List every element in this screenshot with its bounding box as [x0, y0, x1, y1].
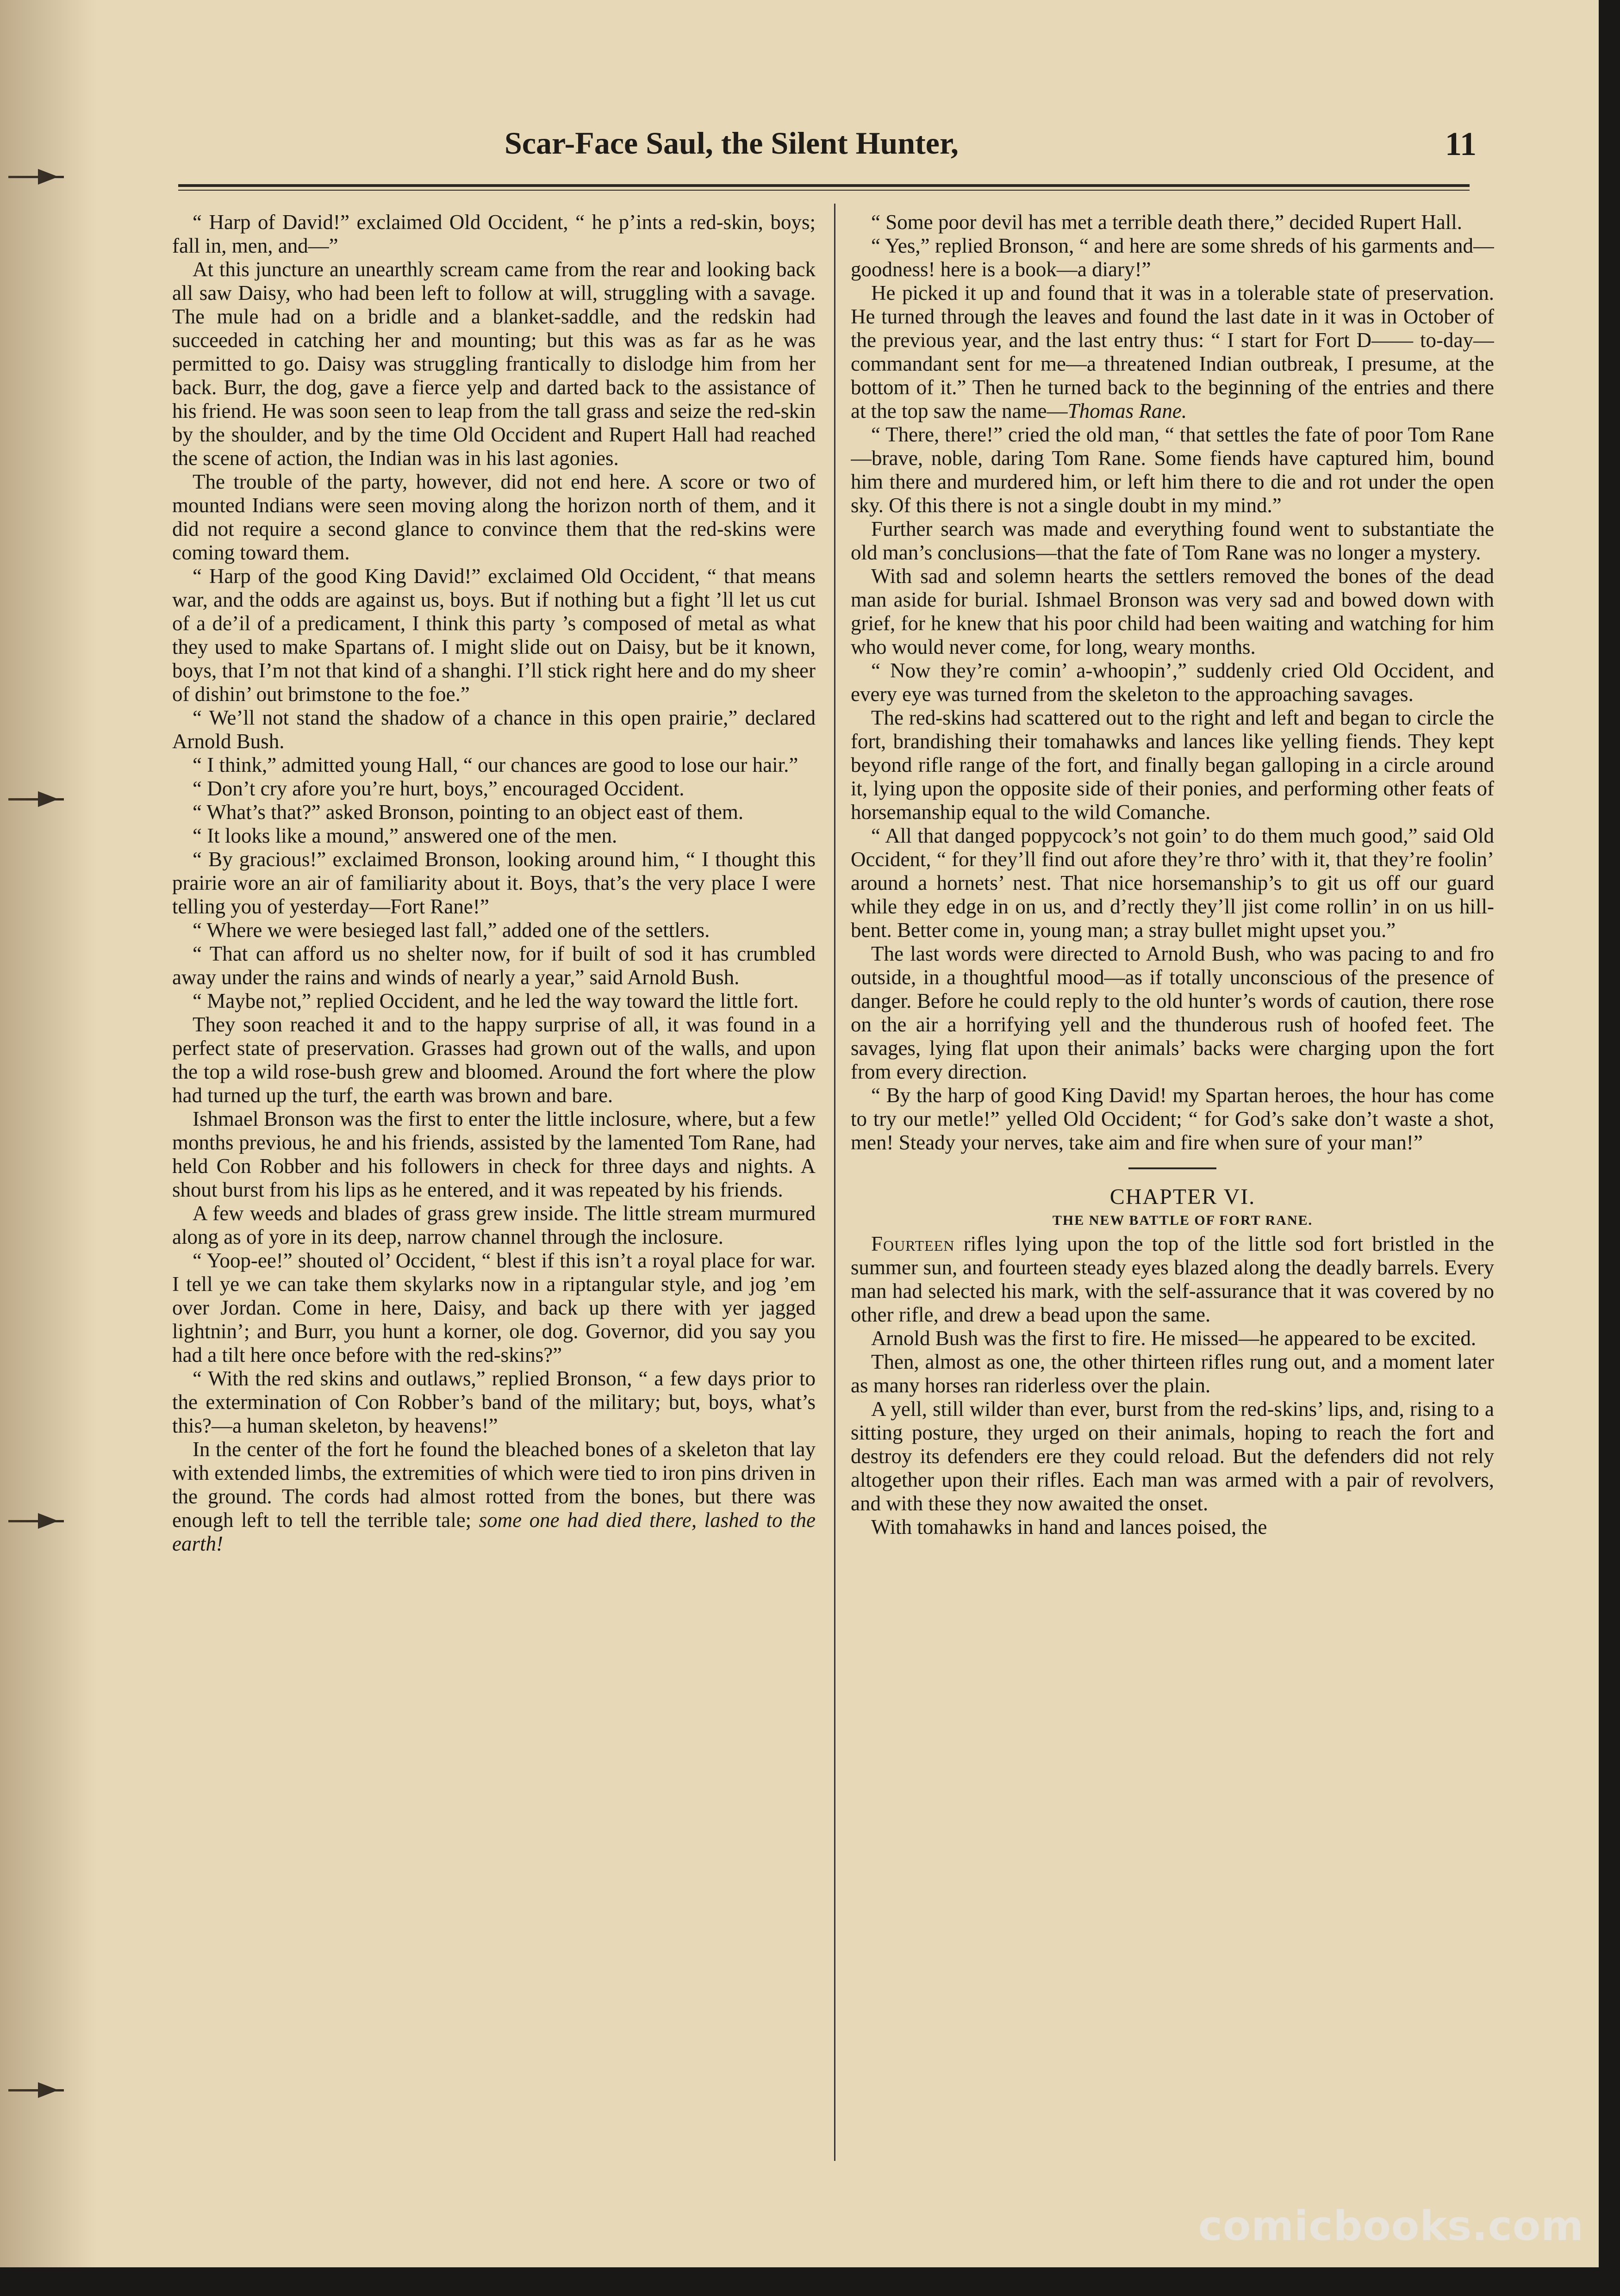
paragraph: “ We’ll not stand the shadow of a chance in this open prairie,” declared Arnold Bush. — [172, 706, 816, 753]
chapter-title: CHAPTER VI. — [1109, 1185, 1256, 1209]
diary-name: Thomas Rane. — [1067, 399, 1187, 422]
paragraph-text: In the center of the fort he found the bleached bones of a skeleton that lay with extended limbs, the extremities of which were tied to iron pins driven in the ground. The cords had almost rotted from the bones, but there was enough left to tell the terrible tale; — [172, 1438, 816, 1532]
watermark: comicbooks.com — [1198, 2202, 1584, 2250]
paragraph: “ By gracious!” exclaimed Bronson, looking around him, “ I thought this prairie wore an air of familiarity about it. Boys, that’s the very place I were telling you of yesterday—Fort Rane!” — [172, 848, 816, 918]
right-column — [851, 211, 1494, 2177]
paragraph-text: rifles lying upon the top of the little sod fort bristled in the summer sun, and fourteen steady eyes blazed along the deadly barrels. Every man had selected his mark, with the self-assurance that it was covered by no other rifle, and drew a bead upon the same. — [851, 1232, 1494, 1326]
paragraph: “ There, there!” cried the old man, “ that settles the fate of poor Tom Rane—brave, noble, daring Tom Rane. Some fiends have captured him, bound him there and murdered him, or left him there to die and rot under the open sky. Of this there is not a single doubt in my mind.” — [851, 423, 1494, 517]
binding-staple-mark — [8, 169, 64, 185]
paragraph: A few weeds and blades of grass grew inside. The little stream murmured along as of yore in its deep, narrow channel through the inclosure. — [172, 1202, 816, 1248]
paragraph-text: He picked it up and found that it was in a tolerable state of preservation. He turned through the leaves and found the last date in it was in October of the previous year, and the last entry thus: “ I start for Fort D—— to-day—commandant sent for me—a threatened Indian outbreak, I presume, at the bottom of it.” Then he turned back to the beginning of the entries and there at the top saw the name— — [851, 281, 1494, 422]
paragraph: With tomahawks in hand and lances poised, the — [871, 1515, 1267, 1539]
paragraph: Arnold Bush was the first to fire. He missed—he appeared to be excited. — [871, 1327, 1477, 1350]
paragraph: “ Now they’re comin’ a-whoopin’,” suddenly cried Old Occident, and every eye was turned from the skeleton to the approaching savages. — [851, 659, 1494, 706]
paragraph: “ All that danged poppycock’s not goin’ to do them much good,” said Old Occident, “ for they’ll find out afore they’re thro’ with it, that they’re foolin’ around a hornets’ nest. That nice horsemanship’s to git us off our guard while they edge in on us, and d’rectly they’ll jist come rollin’ in on us hill-bent. Better come in, young man; a stray bullet might upset you.” — [851, 824, 1494, 942]
paragraph: Ishmael Bronson was the first to enter the little inclosure, where, but a few months previous, he and his friends, assisted by the lamented Tom Rane, had held Con Robber and his followers in check for three days and nights. A shout burst from his lips as he entered, and it was repeated by his friends. — [172, 1107, 816, 1201]
running-header — [171, 125, 1477, 167]
paragraph: A yell, still wilder than ever, burst from the red-skins’ lips, and, rising to a sitting posture, they urged on their animals, hoping to reach the fort and destroy its defenders ere they could reload. But the defenders did not rely altogether upon their rifles. Each man was armed with a pair of revolvers, and with these they now awaited the onset. — [851, 1397, 1494, 1515]
header-rule — [178, 184, 1470, 187]
paragraph: “ What’s that?” asked Bronson, pointing to an object east of them. — [193, 800, 744, 824]
paragraph: “ Some poor devil has met a terrible death there,” decided Rupert Hall. — [871, 211, 1463, 234]
chapter-subtitle: THE NEW BATTLE OF FORT RANE. — [1052, 1213, 1313, 1228]
paragraph: “ Yoop-ee!” shouted ol’ Occident, “ blest if this isn’t a royal place for war. I tell ye we can take them skylarks now in a riptangular style, and jog ’em over Jordan. Come in here, Daisy, and back up there with yer jagged lightnin’; and Burr, you hunt a korner, ole dog. Governor, did you say you had a tilt here once before with the red-skins?” — [172, 1249, 816, 1366]
paragraph: They soon reached it and to the happy surprise of all, it was found in a perfect state of preservation. Grasses had grown out of the walls, and upon the top a wild rose-bush grew and bloomed. Around the fort where the plow had turned up the turf, the earth was brown and bare. — [172, 1013, 816, 1107]
left-column — [172, 211, 816, 2177]
column-divider — [834, 204, 835, 2161]
paragraph: “ Maybe not,” replied Occident, and he led the way toward the little fort. — [193, 989, 799, 1012]
chapter-first-word: Fourteen — [871, 1232, 955, 1255]
paragraph: The red-skins had scattered out to the right and left and began to circle the fort, brandishing their tomahawks and lances like yelling fiends. They kept beyond rifle range of the fort, and finally began galloping in a circle around it, lying upon the opposite side of their ponies, and performing other feats of horsemanship equal to the wild Comanche. — [851, 706, 1494, 824]
binding-staple-mark — [8, 2082, 64, 2098]
paragraph — [851, 1232, 1494, 1327]
paragraph: Further search was made and everything found went to substantiate the old man’s conclusions—that the fate of Tom Rane was no longer a mystery. — [851, 517, 1494, 564]
paragraph: “ Harp of David!” exclaimed Old Occident, “ he p’ints a red-skin, boys; fall in, men, and—” — [172, 211, 816, 257]
header-rule-thin — [178, 190, 1470, 191]
chapter-separator-rule — [1128, 1167, 1216, 1169]
paragraph: At this juncture an unearthly scream came from the rear and looking back all saw Daisy, who had been left to follow at will, struggling with a savage. The mule had on a bridle and a blanket-saddle, and the redskin had succeeded in catching her and mounting; but this was as far as he was permitted to go. Daisy was struggling frantically to dislodge him from her back. Burr, the dog, gave a fierce yelp and darted back to the assistance of his friend. He was soon seen to leap from the tall grass and seize the red-skin by the shoulder, and by the time Old Occident and Rupert Hall had reached the scene of action, the Indian was in his last agonies. — [172, 258, 816, 470]
running-title: Scar-Face Saul, the Silent Hunter, — [505, 125, 959, 161]
paragraph: The trouble of the party, however, did not end here. A score or two of mounted Indians were seen moving along the horizon north of them, and it did not require a second glance to convince them that the red-skins were coming toward them. — [172, 470, 816, 564]
paragraph — [851, 281, 1494, 423]
binding-staple-mark — [8, 791, 64, 807]
paragraph: “ Harp of the good King David!” exclaimed Old Occident, “ that means war, and the odds are against us, boys. But if nothing but a fight ’ll let us cut of a de’il of a predicament, I think this party ’s composed of metal as what they used to make Spartans of. I might slide out on Daisy, but be it known, boys, that I’m not that kind of a shanghi. I’ll stick right here and do my sheer of dishin’ out brimstone to the foe.” — [172, 565, 816, 706]
paragraph: “ Yes,” replied Bronson, “ and here are some shreds of his garments and—goodness! here is a book—a diary!” — [851, 234, 1494, 281]
paragraph: Then, almost as one, the other thirteen rifles rung out, and a moment later as many horses ran riderless over the plain. — [851, 1350, 1494, 1397]
paragraph: “ By the harp of good King David! my Spartan heroes, the hour has come to try our metle!” yelled Old Occident; “ for God’s sake don’t waste a shot, men! Steady your nerves, take aim and fire when sure of your man!” — [851, 1084, 1494, 1154]
paragraph — [172, 1438, 816, 1556]
binding-staple-mark — [8, 1513, 64, 1529]
paragraph: The last words were directed to Arnold Bush, who was pacing to and fro outside, in a thoughtful mood—as if totally unconscious of the presence of danger. Before he could reply to the old hunter’s words of caution, there rose on the air a horrifying yell and the thunderous rush of hoofed feet. The savages, lying flat upon their animals’ backs were charging upon the fort from every direction. — [851, 942, 1494, 1083]
paragraph: “ I think,” admitted young Hall, “ our chances are good to lose our hair.” — [193, 753, 798, 776]
paragraph: “ It looks like a mound,” answered one of the men. — [193, 824, 617, 847]
italic-phrase: some one had died there, lashed to the earth! — [172, 1508, 816, 1555]
paragraph: “ Don’t cry afore you’re hurt, boys,” encouraged Occident. — [193, 777, 685, 800]
paragraph: “ That can afford us no shelter now, for if built of sod it has crumbled away under the rains and winds of nearly a year,” said Arnold Bush. — [172, 942, 816, 989]
page-number: 11 — [1445, 125, 1477, 162]
paragraph: With sad and solemn hearts the settlers removed the bones of the dead man aside for burial. Ishmael Bronson was very sad and bowed down with grief, for he knew that his poor child had been waiting and watching for him who would never come, for long, weary months. — [851, 565, 1494, 658]
paragraph: “ Where we were besieged last fall,” added one of the settlers. — [193, 918, 710, 942]
paragraph: “ With the red skins and outlaws,” replied Bronson, “ a few days prior to the extermination of Con Robber’s band of the military; but, boys, what’s this?—a human skeleton, by heavens!” — [172, 1367, 816, 1437]
